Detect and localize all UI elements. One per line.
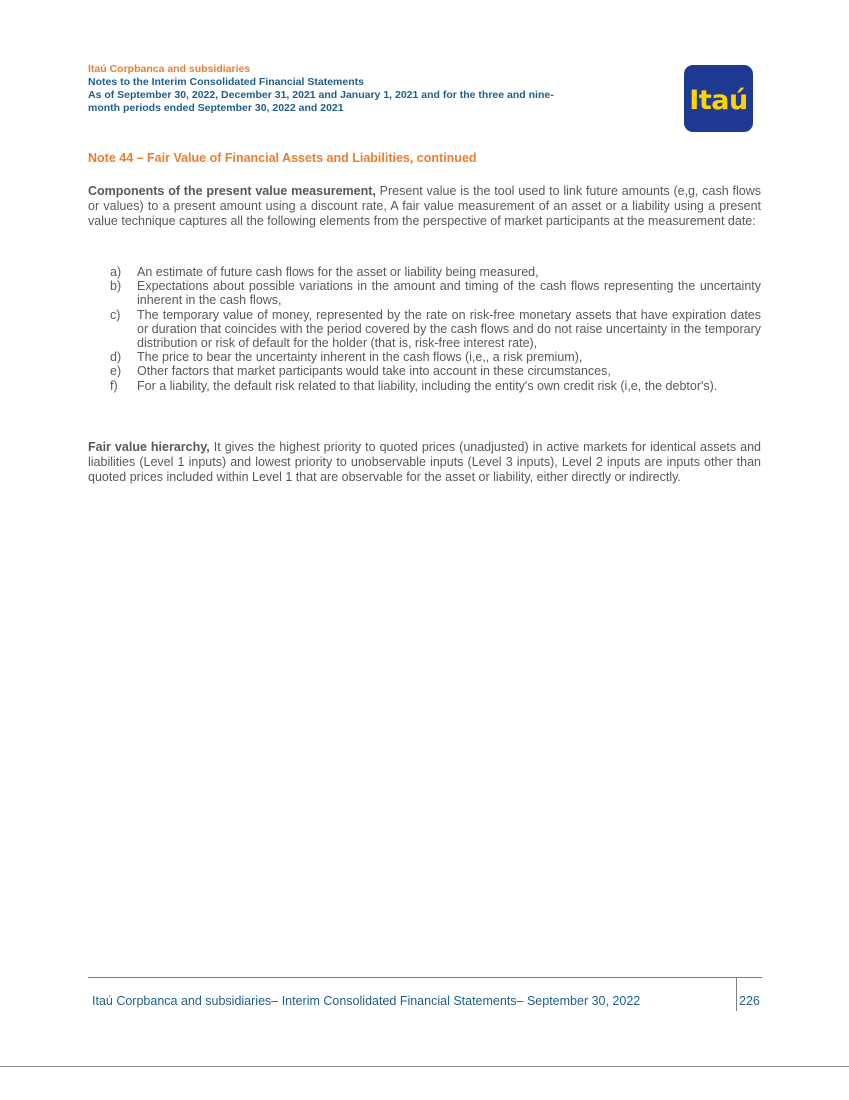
list-item [110, 308, 761, 351]
list-marker: d) [110, 350, 122, 365]
fair-value-hierarchy-body: It gives the highest priority to quoted prices (unadjusted) in active markets for identical assets and liabilities (Level 1 inputs) and lowest priority to unobservable inputs (Level 3 inputs), Level 2 inputs are inputs other than quoted prices included within Level 1 that are observable for the asset or liability, either directly or indirectly. [88, 440, 762, 485]
list-item [110, 279, 761, 307]
footer-vertical-divider [736, 977, 737, 1011]
list-item-text: The price to bear the uncertainty inherent in the cash flows (i,e,, a risk premium), [137, 350, 583, 365]
page-number: 226 [739, 994, 760, 1008]
present-value-heading: Components of the present value measurement, [88, 184, 376, 198]
list-item [110, 265, 761, 279]
fair-value-hierarchy-paragraph [88, 440, 761, 486]
header-company: Itaú Corpbanca and subsidiaries [88, 63, 251, 75]
list-item-text: For a liability, the default risk related to that liability, including the entity's own credit risk (i,e, the debtor's). [137, 378, 718, 393]
logo-text: Itaú [689, 85, 748, 116]
list-marker: f) [110, 378, 118, 393]
list-marker: a) [110, 265, 122, 279]
list-item-text: An estimate of future cash flows for the asset or liability being measured, [137, 265, 539, 279]
note-title: Note 44 – Fair Value of Financial Assets and Liabilities, continued [88, 151, 477, 165]
present-value-paragraph [88, 184, 761, 230]
header-line-2: As of September 30, 2022, December 31, 2021 and January 1, 2021 and for the three and nine- [88, 89, 554, 101]
list-item-text: Other factors that market participants would take into account in these circumstances, [137, 364, 611, 379]
list-marker: b) [110, 279, 122, 294]
itau-logo [684, 65, 753, 132]
footer-text: Itaú Corpbanca and subsidiaries– Interim Consolidated Financial Statements– September 30, 2022 [92, 994, 641, 1008]
list-item [110, 350, 761, 364]
list-item-text: Expectations about possible variations in the amount and timing of the cash flows representing the uncertainty inherent in the cash flows, [137, 279, 761, 308]
list-marker: c) [110, 307, 121, 322]
page-bottom-divider [0, 1066, 849, 1067]
list-item-text: The temporary value of money, represented by the rate on risk-free monetary assets that have expiration dates or duration that coincides with the period covered by the cash flows and do not raise uncertainty in the temporary distribution or risk of default for the holder (that is, risk-free interest rate), [137, 307, 761, 351]
document-header [88, 63, 668, 115]
list-item [110, 379, 761, 393]
present-value-body: Present value is the tool used to link future amounts (e,g, cash flows or values) to a present amount using a discount rate, A fair value measurement of an asset or a liability using a present value technique captures all the following elements from the perspective of market participants at the measurement date: [88, 184, 761, 229]
header-line-1: Notes to the Interim Consolidated Financial Statements [88, 76, 364, 88]
header-line-3: month periods ended September 30, 2022 and 2021 [88, 102, 344, 114]
list-item [110, 364, 761, 378]
elements-list [110, 265, 761, 393]
list-marker: e) [110, 364, 122, 379]
footer-divider [88, 977, 762, 978]
fair-value-hierarchy-heading: Fair value hierarchy, [88, 440, 210, 454]
